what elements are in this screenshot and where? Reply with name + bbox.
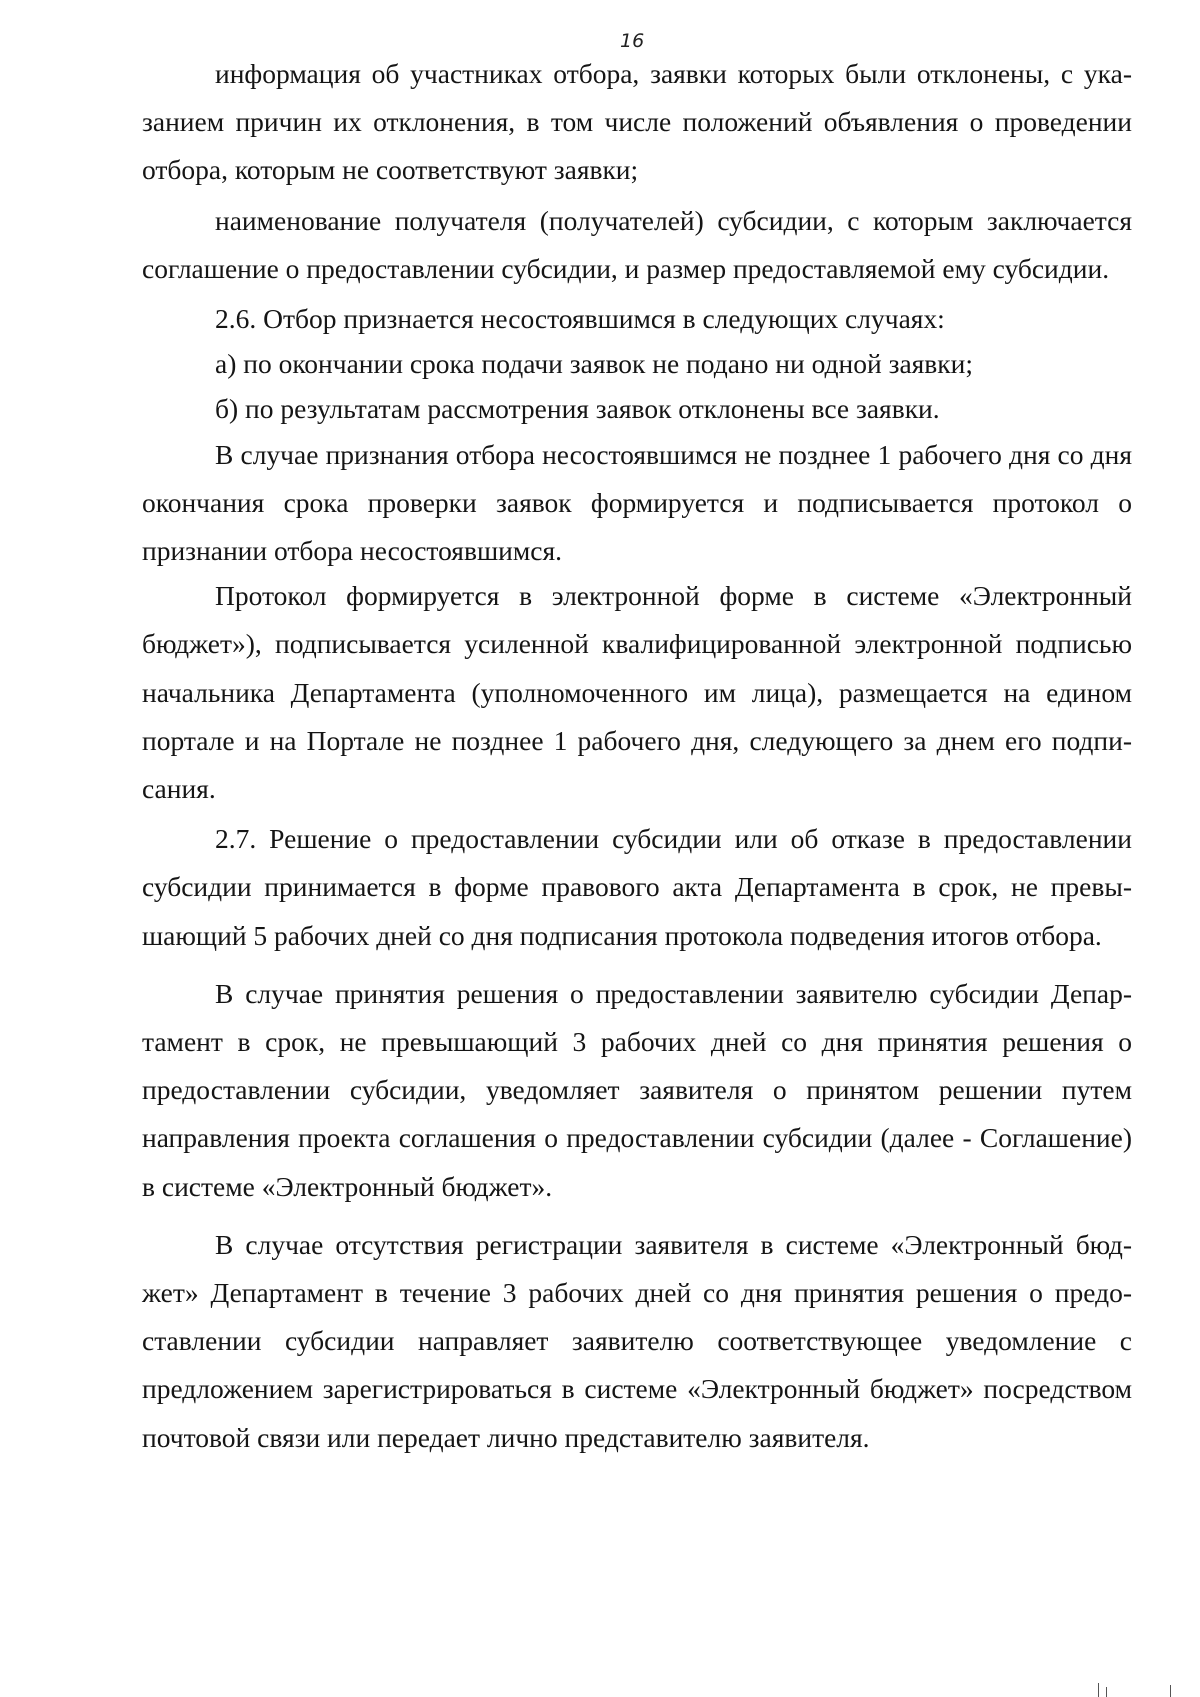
paragraph-2-7-decision: 2.7. Решение о предоставлении субсидии или об отказе в предоставлении субсидии принимается в форме правового акта Департамента в срок, не превышающий 5 рабочих дней со дня подписания протокола подведения итогов отбора. — [142, 823, 1132, 951]
paragraph-decision-notification: В случае принятия решения о предоставлении заявителю субсидии Департамент в срок, не превышающий 3 рабочих дней со дня принятия решения о предоставлении субсидии, уведомляет заявителя о принятом решении путем направления проекта соглашения о предоставлении субсидии (далее - Соглашение) в системе «Электронный бюджет». — [142, 977, 1132, 1202]
scan-mark — [1098, 1683, 1099, 1697]
paragraph-2-6-a: а) по окончании срока подачи заявок не подано ни одной заявки; — [215, 348, 973, 380]
paragraph-2-6-heading: 2.6. Отбор признается несостоявшимся в следующих случаях: — [215, 303, 945, 335]
document-body — [142, 50, 1132, 1462]
paragraph-recipient-name: наименование получателя (получателей) субсидии, с которым заключается соглашение о предоставлении субсидии, и размер предоставляемой ему субсидии. — [142, 204, 1132, 284]
paragraph-rejected-participants-info: информация об участниках отбора, заявки которых были отклонены, с указанием причин их отклонения, в том числе положений объявления о проведении отбора, которым не соответствуют заявки; — [142, 58, 1132, 186]
paragraph-no-registration: В случае отсутствия регистрации заявителя в системе «Электронный бюджет» Департамент в течение 3 рабочих дней со дня принятия решения о предоставлении субсидии направляет заявителю соответствующее уведомление с предложением зарегистрироваться в системе «Электронный бюджет» посредством почтовой связи или передает лично представителю заявителя. — [142, 1228, 1132, 1453]
paragraph-failed-selection-protocol: В случае признания отбора несостоявшимся не позднее 1 рабочего дня со дня окончания срока проверки заявок формируется и подписывается протокол о признании отбора несостоявшимся. — [142, 438, 1132, 567]
paragraph-protocol-electronic-form: Протокол формируется в электронной форме в системе «Электронный бюджет»), подписывается усиленной квалифицированной электронной подписью начальника Департамента (уполномоченного им лица), размещается на едином портале и на Портале не позднее 1 рабочего дня, следующего за днем его подписания. — [142, 580, 1132, 805]
paragraph-2-6-b: б) по результатам рассмотрения заявок отклонены все заявки. — [215, 393, 940, 425]
page-number: 16 — [620, 30, 645, 52]
scan-mark — [1106, 1687, 1107, 1697]
scan-mark — [1170, 1685, 1171, 1697]
